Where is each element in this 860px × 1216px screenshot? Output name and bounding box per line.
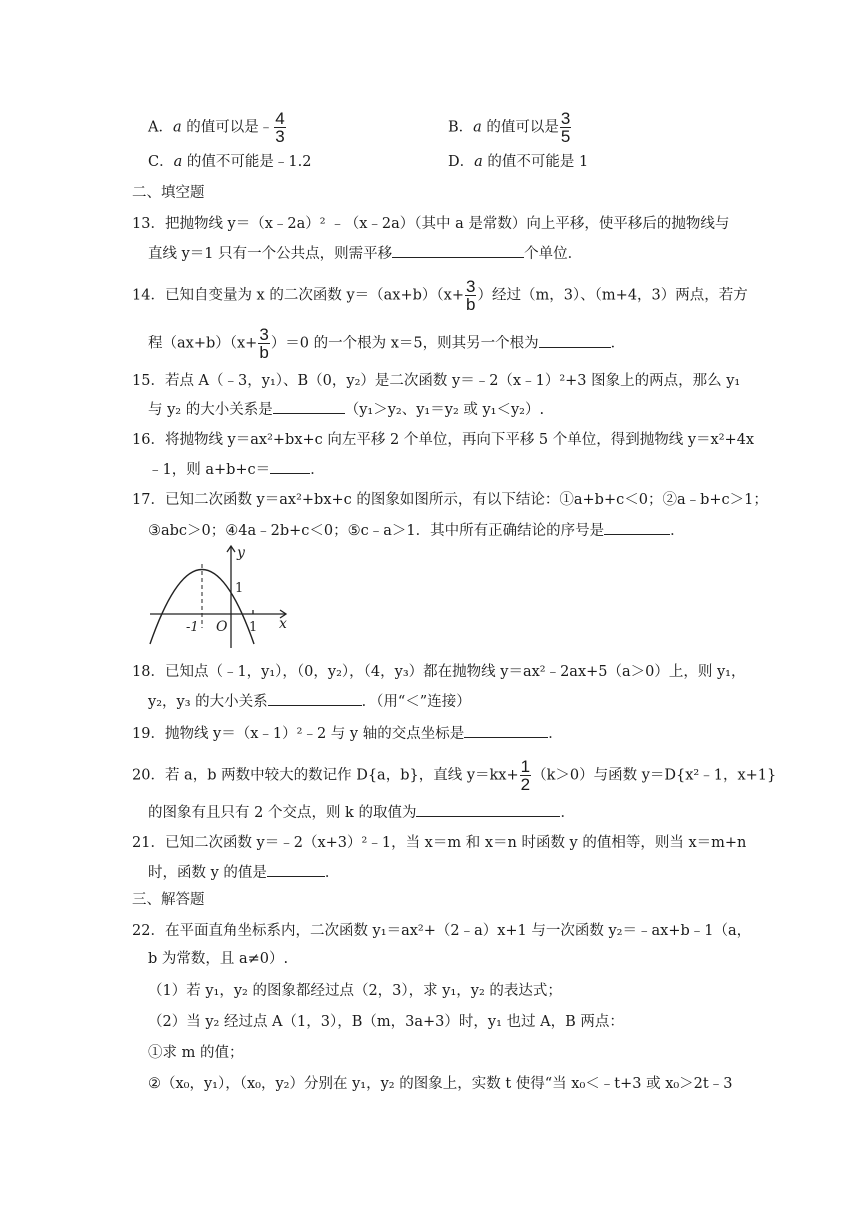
answer-blank[interactable] bbox=[539, 332, 611, 348]
q20-line2 bbox=[148, 801, 575, 823]
choice-a-label: A． bbox=[148, 119, 173, 136]
answer-blank[interactable] bbox=[392, 242, 524, 258]
graph-y-label: y bbox=[237, 545, 245, 561]
choice-a-sign: ﹣ bbox=[258, 119, 274, 136]
frac-den: 2 bbox=[520, 775, 531, 794]
section-heading-fill-in: 二、填空题 bbox=[132, 185, 205, 201]
graph-x-label: x bbox=[279, 616, 287, 632]
q20-line1-text: 20．若 a，b 两数中较大的数记作 D{a，b}，直线 y＝kx+ bbox=[132, 767, 519, 784]
choice-c-var: a bbox=[173, 154, 183, 170]
q17-line2-end: ． bbox=[670, 523, 685, 539]
graph-one-y: 1 bbox=[235, 581, 244, 596]
answer-blank[interactable] bbox=[604, 519, 670, 535]
choice-d-text: 的值不可能是 1 bbox=[487, 154, 589, 170]
q17-line2 bbox=[148, 519, 685, 541]
q14-line2-text: 程（ax+b）（x+ bbox=[148, 335, 258, 352]
answer-blank[interactable] bbox=[267, 861, 325, 877]
answer-blank[interactable] bbox=[268, 690, 362, 706]
q14-line1-text: 14．已知自变量为 x 的二次函数 y＝（ax+b）（x+ bbox=[132, 287, 464, 304]
q18-line2-text: y₂，y₃ 的大小关系 bbox=[148, 694, 268, 710]
frac-num: 3 bbox=[259, 325, 269, 344]
choice-b bbox=[448, 110, 572, 145]
graph-origin: O bbox=[216, 619, 228, 635]
q21-line2-end: ． bbox=[324, 865, 340, 881]
choice-a-text: 的值可以是 bbox=[186, 119, 259, 136]
q21-line2-text: 时，函数 y 的值是 bbox=[148, 865, 267, 881]
frac-num: 4 bbox=[275, 109, 285, 128]
q22-line3: （1）若 y₁，y₂ 的图象都经过点（2，3），求 y₁，y₂ 的表达式； bbox=[148, 983, 562, 999]
choice-c bbox=[148, 152, 311, 172]
q14-line2-mid: ）＝0 的一个根为 x＝5，则其另一个根为 bbox=[270, 335, 539, 352]
q14-line1-end: ）经过（m，3）、（m+4，3）两点，若方 bbox=[477, 287, 748, 304]
section-heading-answer: 三、解答题 bbox=[132, 892, 205, 908]
choice-d bbox=[448, 152, 588, 172]
choice-a bbox=[148, 110, 287, 145]
choice-a-var: a bbox=[172, 119, 182, 136]
q20-fraction bbox=[520, 758, 531, 793]
q21-line2 bbox=[148, 861, 339, 883]
parabola-graph bbox=[146, 540, 296, 652]
choice-b-fraction bbox=[560, 110, 571, 145]
q15-line2 bbox=[148, 398, 544, 420]
q15-line1: 15．若点 A（﹣3，y₁）、B（0，y₂）是二次函数 y＝﹣2（x﹣1）²+3 图象上的两点，那么 y₁ bbox=[132, 373, 741, 389]
q18-line1: 18．已知点（﹣1，y₁），（0，y₂），（4，y₃）都在抛物线 y＝ax²﹣2ax+5（a＞0）上，则 y₁， bbox=[132, 664, 746, 680]
q14-fraction bbox=[465, 278, 476, 313]
graph-one-x: 1 bbox=[249, 620, 258, 635]
q22-line1: 22．在平面直角坐标系内，二次函数 y₁＝ax²+（2﹣a）x+1 与一次函数 y₂＝﹣ax+b﹣1（a， bbox=[132, 923, 752, 939]
choice-a-fraction bbox=[274, 110, 285, 145]
q14-line1 bbox=[132, 278, 748, 313]
q14-line2-end: ． bbox=[610, 335, 626, 352]
q15-line2-text: 与 y₂ 的大小关系是 bbox=[148, 402, 273, 418]
q22-line4: （2）当 y₂ 经过点 A（1，3），B（m，3a+3）时，y₁ 也过 A，B 两点： bbox=[148, 1014, 624, 1030]
q14-fraction-2 bbox=[258, 326, 269, 361]
frac-num: 1 bbox=[520, 757, 531, 776]
q19-text: 19．抛物线 y＝（x﹣1）²﹣2 与 y 轴的交点坐标是 bbox=[132, 726, 465, 742]
frac-den: 5 bbox=[560, 127, 571, 146]
answer-blank[interactable] bbox=[416, 801, 560, 817]
q13-line1: 13．把抛物线 y＝（x﹣2a）² ﹣（x﹣2a）（其中 a 是常数）向上平移，使平移后的抛物线与 bbox=[132, 216, 730, 232]
q16-line2-end: ． bbox=[310, 462, 325, 478]
q16-line2 bbox=[148, 458, 325, 480]
q15-line2-end: （y₁＞y₂、y₁＝y₂ 或 y₁＜y₂）. bbox=[344, 402, 545, 418]
answer-blank[interactable] bbox=[464, 722, 548, 738]
q19-line bbox=[132, 722, 563, 744]
q22-line2: b 为常数，且 a≠0）. bbox=[148, 951, 289, 967]
choice-c-label: C． bbox=[148, 154, 174, 170]
q13-line2-end: 个单位． bbox=[524, 246, 583, 262]
q22-line6: ②（x₀，y₁），（x₀，y₂）分别在 y₁，y₂ 的图象上，实数 t 使得“当 x₀＜﹣t+3 或 x₀＞2t﹣3 bbox=[148, 1076, 733, 1092]
choice-c-text: 的值不可能是﹣1.2 bbox=[186, 154, 312, 170]
answer-blank[interactable] bbox=[273, 398, 345, 414]
choice-b-text: 的值可以是 bbox=[486, 119, 559, 136]
q18-line2 bbox=[148, 690, 471, 712]
q16-line2-text: ﹣1，则 a+b+c＝ bbox=[148, 462, 271, 478]
q14-line2 bbox=[148, 326, 625, 361]
choice-d-var: a bbox=[474, 154, 483, 170]
frac-num: 3 bbox=[560, 109, 571, 128]
choice-b-var: a bbox=[473, 119, 482, 136]
q21-line1: 21．已知二次函数 y＝﹣2（x+3）²﹣1，当 x＝m 和 x＝n 时函数 y 的值相等，则当 x＝m+n bbox=[132, 835, 747, 851]
q16-line1: 16．将抛物线 y＝ax²+bx+c 向左平移 2 个单位，再向下平移 5 个单位，得到抛物线 y＝x²+4x bbox=[132, 432, 755, 448]
q17-line2-text: ③abc＞0；④4a﹣2b+c＜0；⑤c﹣a＞1．其中所有正确结论的序号是 bbox=[148, 523, 605, 539]
q19-end: ． bbox=[548, 726, 563, 742]
frac-den: b bbox=[465, 295, 476, 314]
q20-line2-text: 的图象有且只有 2 个交点，则 k 的取值为 bbox=[148, 805, 417, 821]
graph-neg-one: -1 bbox=[186, 620, 199, 635]
frac-den: b bbox=[259, 343, 269, 362]
q20-line1 bbox=[132, 758, 776, 793]
answer-blank[interactable] bbox=[270, 458, 310, 474]
choice-b-label: B． bbox=[448, 119, 474, 136]
q20-line2-end: ． bbox=[560, 805, 575, 821]
q18-line2-end: ．（用“＜”连接） bbox=[361, 694, 471, 710]
q22-line5: ①求 m 的值； bbox=[148, 1045, 244, 1061]
q13-line2 bbox=[148, 242, 582, 264]
choice-d-label: D． bbox=[448, 154, 475, 170]
q13-line2-text: 直线 y＝1 只有一个公共点，则需平移 bbox=[148, 246, 393, 262]
q20-line1-end: （k＞0）与函数 y＝D{x²﹣1，x+1} bbox=[532, 767, 777, 784]
frac-den: 3 bbox=[275, 127, 285, 146]
q17-line1: 17．已知二次函数 y＝ax²+bx+c 的图象如图所示，有以下结论：①a+b+c＜0；②a﹣b+c＞1； bbox=[132, 492, 768, 508]
frac-num: 3 bbox=[465, 277, 476, 296]
